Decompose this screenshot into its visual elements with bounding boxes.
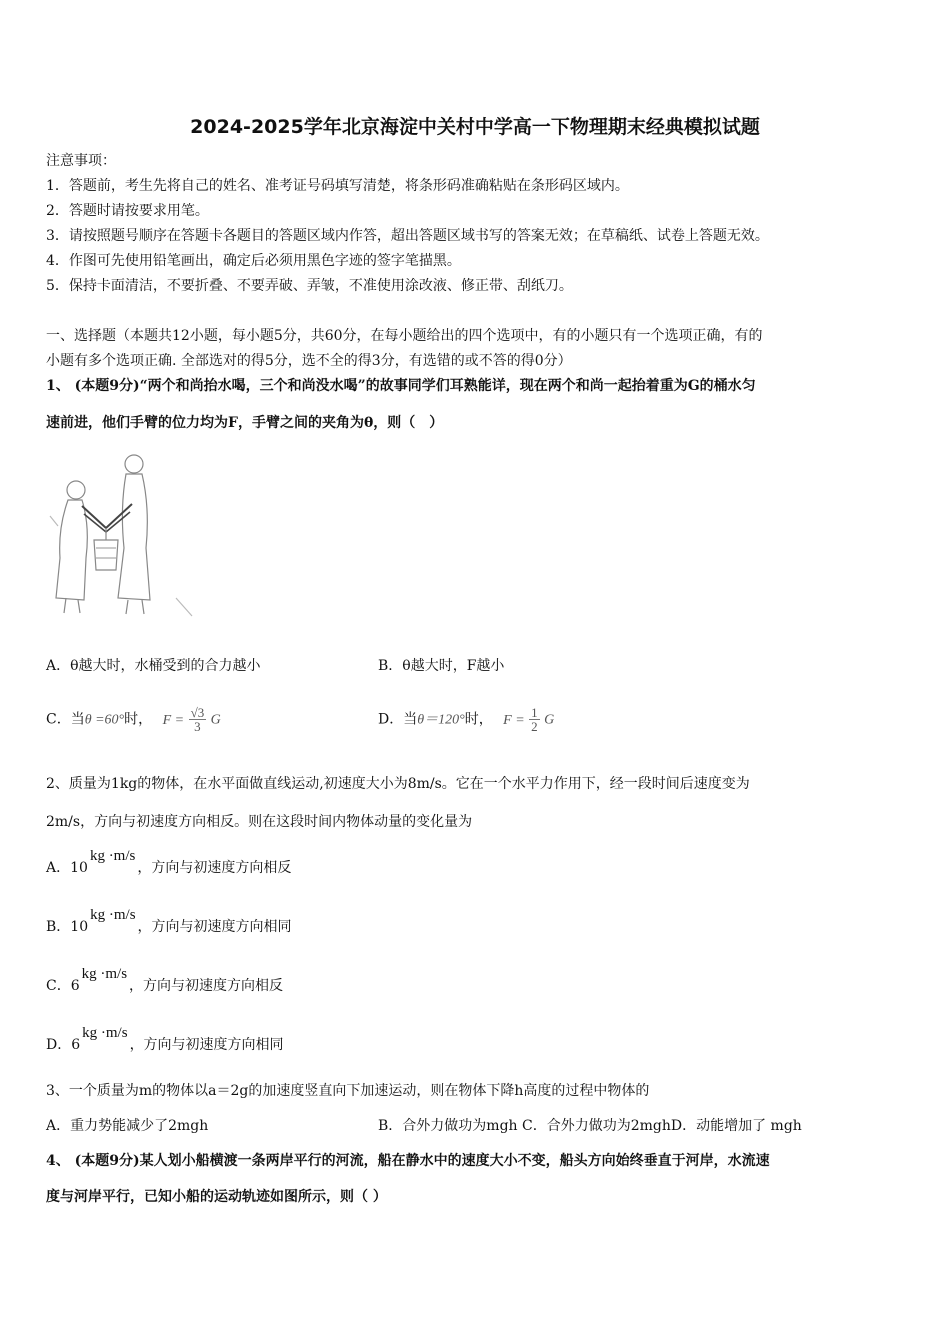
q1-option-c-denominator: 3 xyxy=(194,719,201,734)
q1-option-c-fraction xyxy=(189,706,207,733)
q2-option-b-unit: kg ·m/s xyxy=(90,907,136,923)
q2-option-a-unit: kg ·m/s xyxy=(89,848,136,864)
q1-option-d-lhs: F = xyxy=(503,712,525,728)
q1-option-d-numerator: 1 xyxy=(531,705,538,720)
section-heading-line1: 一、选择题（本题共12小题，每小题5分，共60分，在每小题给出的四个选项中，有的小题只有一个选项正确，有的 xyxy=(46,328,763,344)
q1-option-a: A．θ越大时，水桶受到的合力越小 xyxy=(46,658,261,674)
q2-option-d xyxy=(46,1025,284,1056)
q1-option-c-suffix: 时， xyxy=(124,711,153,728)
q1-option-c-prefix: C．当 xyxy=(46,711,85,728)
q2-option-b-prefix: B．10 xyxy=(46,919,89,935)
monks-carrying-bucket-illustration xyxy=(46,448,196,618)
q1-option-d xyxy=(378,706,554,733)
q2-option-d-prefix: D．6 xyxy=(46,1037,81,1053)
q1-option-d-condition: θ＝120° xyxy=(417,712,465,728)
q1-option-c-numerator: √3 xyxy=(190,705,205,720)
page-title: 2024-2025学年北京海淀中关村中学高一下物理期末经典模拟试题 xyxy=(190,116,760,138)
q1-option-c xyxy=(46,706,221,733)
q2-option-c-prefix: C．6 xyxy=(46,978,80,994)
q4-stem-line1: 4、 (本题9分)某人划小船横渡一条两岸平行的河流，船在静水中的速度大小不变，船头方向始终垂直于河岸，水流速 xyxy=(46,1153,770,1169)
q1-option-d-prefix: D．当 xyxy=(378,711,418,728)
q2-option-a-prefix: A．10 xyxy=(46,860,88,876)
q1-option-c-rhs: G xyxy=(210,712,221,728)
q1-option-c-condition: θ =60° xyxy=(84,712,125,728)
q2-option-c-suffix: ，方向与初速度方向相反 xyxy=(129,978,284,994)
q1-option-d-rhs: G xyxy=(544,712,555,728)
q1-option-c-lhs: F = xyxy=(162,712,185,728)
q2-option-b-suffix: ，方向与初速度方向相同 xyxy=(137,919,292,935)
q2-stem-line2: 2m/s，方向与初速度方向相反。则在这段时间内物体动量的变化量为 xyxy=(46,814,473,830)
q1-stem-line2: 速前进，他们手臂的位力均为F，手臂之间的夹角为θ，则（ ） xyxy=(46,415,444,431)
q2-option-c-unit: kg ·m/s xyxy=(81,966,128,982)
notice-item-3: 3．请按照题号顺序在答题卡各题目的答题区域内作答，超出答题区域书写的答案无效；在草稿纸、试卷上答题无效。 xyxy=(46,228,769,244)
notice-heading: 注意事项： xyxy=(46,153,116,169)
q3-options-bcd: B．合外力做功为mgh C．合外力做功为2mghD．动能增加了 mgh xyxy=(378,1118,802,1134)
notice-item-2: 2．答题时请按要求用笔。 xyxy=(46,203,209,219)
q2-option-a xyxy=(46,848,292,879)
q2-stem-line1: 2、质量为1kg的物体，在水平面做直线运动,初速度大小为8m/s。它在一个水平力作用下，经一段时间后速度变为 xyxy=(46,776,750,792)
q3-option-a: A．重力势能减少了2mgh xyxy=(46,1118,209,1134)
q4-stem-line2: 度与河岸平行，已知小船的运动轨迹如图所示，则（ ） xyxy=(46,1189,387,1205)
q1-option-d-fraction xyxy=(529,706,540,733)
q1-option-d-suffix: 时， xyxy=(464,711,493,728)
q1-stem-line1: 1、 (本题9分)“两个和尚抬水喝，三个和尚没水喝”的故事同学们耳熟能详，现在两个和尚一起抬着重为G的桶水匀 xyxy=(46,378,756,394)
section-heading-line2: 小题有多个选项正确. 全部选对的得5分，选不全的得3分，有选错的或不答的得0分） xyxy=(46,353,572,369)
notice-item-4: 4．作图可先使用铅笔画出，确定后必须用黑色字迹的签字笔描黑。 xyxy=(46,253,461,269)
q3-stem-line1: 3、一个质量为m的物体以a＝2g的加速度竖直向下加速运动，则在物体下降h高度的过程中物体的 xyxy=(46,1083,650,1099)
q2-option-a-suffix: ，方向与初速度方向相反 xyxy=(137,860,292,876)
q2-option-d-unit: kg ·m/s xyxy=(82,1025,128,1041)
q1-option-b: B．θ越大时，F越小 xyxy=(378,658,505,674)
q2-option-d-suffix: ，方向与初速度方向相同 xyxy=(129,1037,284,1053)
notice-item-1: 1．答题前，考生先将自己的姓名、准考证号码填写清楚，将条形码准确粘贴在条形码区域内。 xyxy=(46,178,629,194)
q1-option-d-denominator: 2 xyxy=(531,719,538,734)
q2-option-b xyxy=(46,907,292,938)
notice-item-5: 5．保持卡面清洁，不要折叠、不要弄破、弄皱，不准使用涂改液、修正带、刮纸刀。 xyxy=(46,278,573,294)
q2-option-c xyxy=(46,966,284,997)
